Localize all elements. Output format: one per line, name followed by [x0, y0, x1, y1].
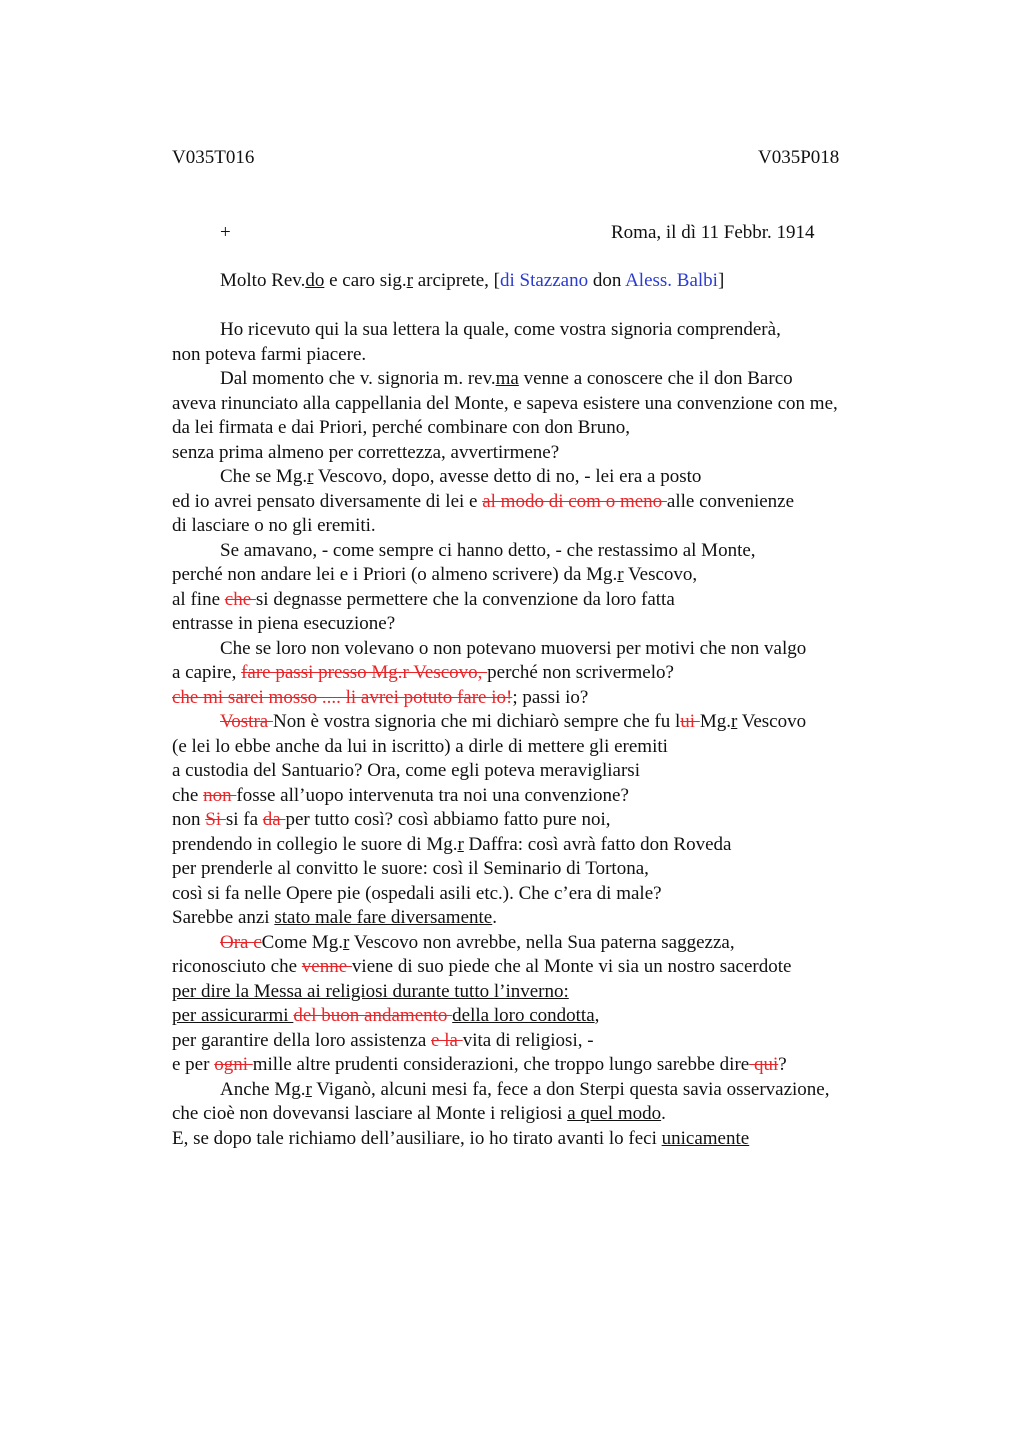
cross-symbol: + [220, 222, 231, 243]
text-line: non Si si fa da per tutto così? così abbiamo fatto pure noi, [172, 809, 611, 830]
deleted-text: qui [749, 1054, 779, 1075]
text-line: così si fa nelle Opere pie (ospedali asili etc.). Che c’era di male? [172, 882, 662, 904]
text-line: per assicurarmi del buon andamento della loro condotta, [172, 1005, 600, 1026]
text-line: Sarebbe anzi stato male fare diversamente. [172, 907, 497, 928]
text-line: e per ogni mille altre prudenti considerazioni, che troppo lungo sarebbe dire qui? [172, 1054, 787, 1075]
deleted-text: del buon andamento [293, 1005, 453, 1026]
salutation: Molto Rev.do e caro sig.r arciprete, [di Stazzano don Aless. Balbi] [220, 270, 725, 291]
text-line: Che se Mg.r Vescovo, dopo, avesse detto di no, - lei era a posto [220, 466, 702, 487]
deleted-text: ui [680, 711, 700, 732]
text-line: per dire la Messa ai religiosi durante tutto l’inverno: [172, 980, 569, 1002]
text-line: E, se dopo tale richiamo dell’ausiliare, io ho tirato avanti lo feci unicamente [172, 1127, 750, 1149]
text-line: che non fosse all’uopo intervenuta tra noi una convenzione? [172, 784, 629, 806]
text-line: a capire, fare passi presso Mg.r Vescovo, perché non scrivermelo? [172, 662, 674, 683]
deleted-text: non [203, 784, 237, 806]
text-line: perché non andare lei e i Priori (o almeno scrivere) da Mg.r Vescovo, [172, 564, 698, 585]
text-line: per garantire della loro assistenza e la vita di religiosi, - [172, 1029, 594, 1051]
deleted-text: Si [205, 809, 226, 830]
text-line: senza prima almeno per correttezza, avvertirmene? [172, 441, 560, 463]
text-line: a custodia del Santuario? Ora, come egli poteva meravigliarsi [172, 760, 640, 781]
text-line: non poteva farmi piacere. [172, 343, 367, 365]
annotation-name: Aless. Balbi [625, 270, 718, 291]
deleted-text: fare passi presso Mg.r Vescovo, [241, 662, 488, 683]
letter-body [172, 318, 932, 1151]
document-code-left: V035T016 [172, 147, 255, 168]
text-line: che cioè non dovevansi lasciare al Monte i religiosi a quel modo. [172, 1103, 666, 1124]
text-line: Se amavano, - come sempre ci hanno detto, - che restassimo al Monte, [220, 539, 756, 561]
annotation-place: di Stazzano [500, 270, 589, 291]
deleted-text: Vostra [220, 711, 273, 732]
text-line: entrasse in piena esecuzione? [172, 613, 396, 634]
text-line: Ho ricevuto qui la sua lettera la quale, come vostra signoria comprenderà, [220, 319, 781, 340]
deleted-text: venne [301, 956, 352, 977]
text-line: Che se loro non volevano o non potevano muoversi per motivi che non valgo [220, 637, 807, 659]
deleted-text: da [262, 809, 286, 830]
text-line: che mi sarei mosso .... li avrei potuto fare io!; passi io? [172, 686, 589, 708]
text-line: prendendo in collegio le suore di Mg.r Daffra: così avrà fatto don Roveda [172, 833, 732, 855]
deleted-text: che [224, 588, 256, 610]
text-line: da lei firmata e dai Priori, perché combinare con don Bruno, [172, 417, 630, 438]
text-line: Ora cCome Mg.r Vescovo non avrebbe, nella Sua paterna saggezza, [220, 931, 735, 953]
deleted-text: ogni [214, 1054, 253, 1075]
text-line: Dal momento che v. signoria m. rev.ma venne a conoscere che il don Barco [220, 368, 793, 389]
text-line: (e lei lo ebbe anche da lui in iscritto) a dirle di mettere gli eremiti [172, 735, 668, 757]
text-line: Vostra Non è vostra signoria che mi dichiarò sempre che fu lui Mg.r Vescovo [220, 711, 807, 732]
deleted-text: che mi sarei mosso .... li avrei potuto fare io! [172, 686, 513, 708]
letter-date: Roma, il dì 11 Febbr. 1914 [611, 222, 815, 243]
deleted-text: al modo di com o meno [482, 490, 667, 512]
text-line: di lasciare o no gli eremiti. [172, 515, 376, 536]
text-line: ed io avrei pensato diversamente di lei e al modo di com o meno alle convenienze [172, 490, 795, 512]
text-line: per prenderle al convitto le suore: così il Seminario di Tortona, [172, 858, 649, 879]
document-code-right: V035P018 [758, 147, 840, 168]
deleted-text: Ora c [220, 931, 262, 953]
text-line: aveva rinunciato alla cappellania del Monte, e sapeva esistere una convenzione con me, [172, 392, 838, 414]
text-line: riconosciuto che venne viene di suo piede che al Monte vi sia un nostro sacerdote [172, 956, 792, 977]
text-line: al fine che si degnasse permettere che la convenzione da loro fatta [172, 588, 675, 610]
deleted-text: e la [431, 1029, 463, 1051]
text-line: Anche Mg.r Viganò, alcuni mesi fa, fece a don Sterpi questa savia osservazione, [220, 1078, 830, 1100]
